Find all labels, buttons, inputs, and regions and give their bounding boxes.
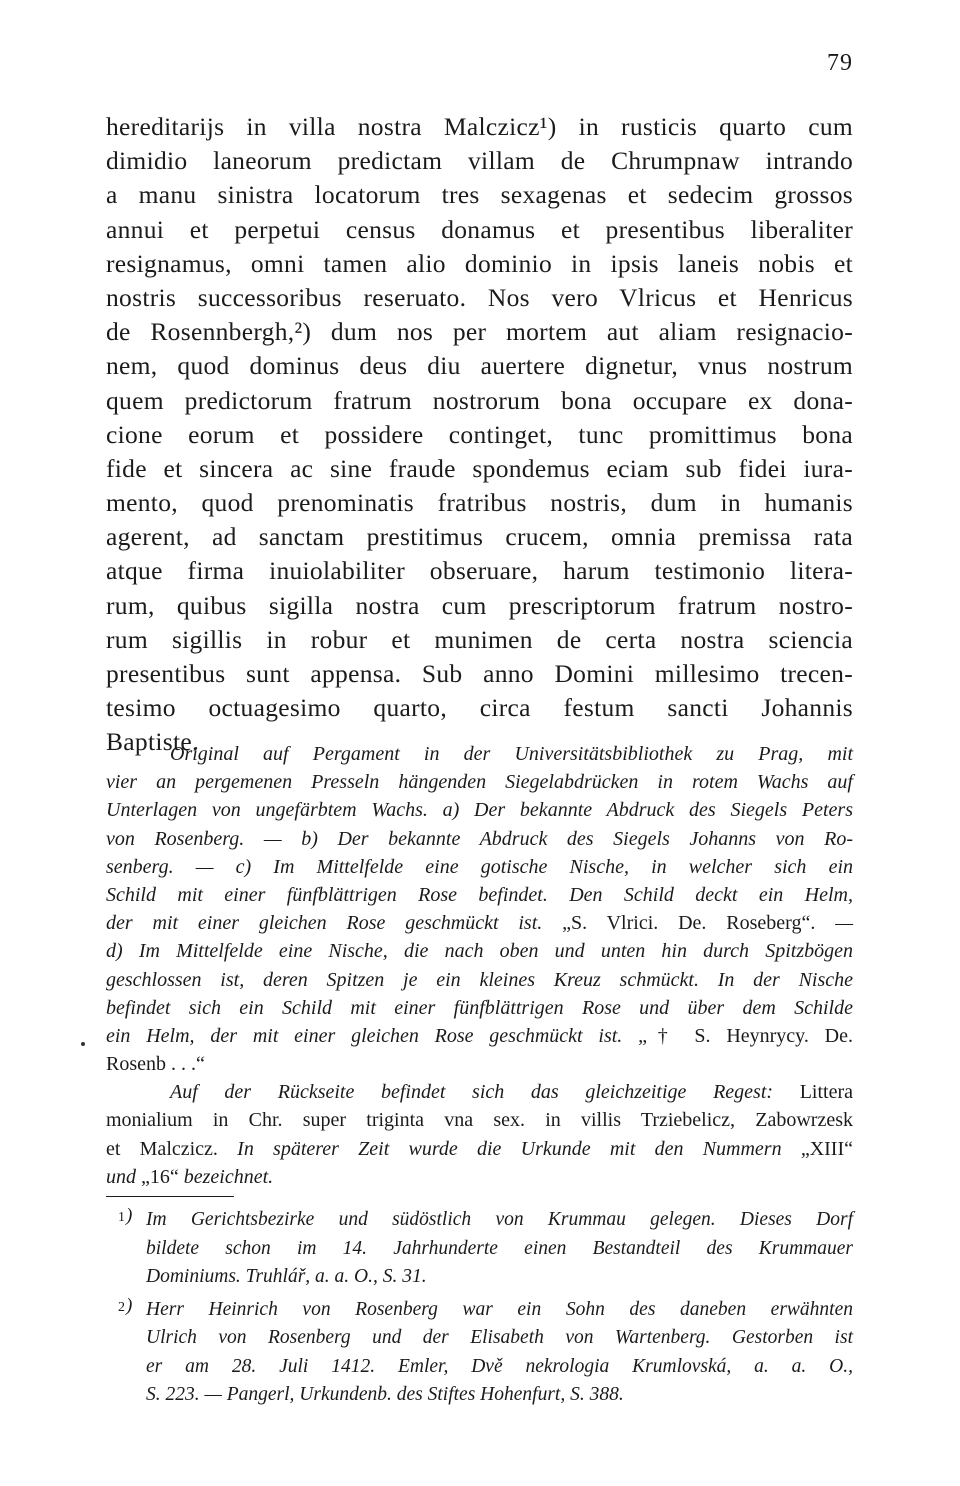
- text-line: rum, quibus sigilla nostra cum prescriptorum fratrum nostro-: [106, 590, 853, 620]
- italic-segment: der mit einer gleichen Rose geschmückt ist.: [106, 912, 563, 935]
- italic-segment: d) Im Mittelfelde eine Nische, die nach oben und unten hin durch Spitzbögen: [106, 940, 853, 963]
- note-line: [106, 1106, 853, 1134]
- note-line: [106, 1135, 853, 1163]
- footnote-line: bildete schon im 14. Jahrhunderte einen Bestandteil des Krummauer: [146, 1237, 853, 1259]
- footnote: [106, 1206, 853, 1292]
- roman-segment: Littera: [799, 1081, 853, 1104]
- footnote-line: S. 223. — Pangerl, Urkundenb. des Stiftes Hohenfurt, S. 388.: [146, 1384, 624, 1405]
- text-line: hereditarijs in villa nostra Malczicz¹) in rusticis quarto cum: [106, 112, 853, 141]
- text-line: mento, quod prenominatis fratribus nostris, dum in humanis: [106, 488, 853, 518]
- margin-mark: [81, 1042, 85, 1046]
- note-line: [106, 740, 853, 768]
- footnote-line: Herr Heinrich von Rosenberg war ein Sohn des daneben erwähnten: [146, 1298, 853, 1320]
- footnote-rule: [106, 1196, 234, 1197]
- italic-segment: geschlossen ist, deren Spitzen je ein kleines Kreuz schmückt. In der Nische: [106, 968, 853, 991]
- roman-segment: et Malczicz.: [106, 1137, 238, 1160]
- note-line: [106, 966, 853, 994]
- text-line: cione eorum et possidere continget, tunc promittimus bona: [106, 419, 853, 449]
- italic-segment: Original auf Pergament in der Universitätsbibliothek zu Prag, mit: [170, 743, 853, 765]
- note-line: [106, 1078, 853, 1106]
- italic-segment: In späterer Zeit wurde die Urkunde mit den Nummern: [237, 1137, 801, 1160]
- text-line: quem predictorum fratrum nostrorum bona occupare ex dona-: [106, 385, 853, 415]
- italic-segment: und: [106, 1165, 141, 1188]
- text-line: nem, quod dominus deus diu auertere dignetur, vnus nostrum: [106, 351, 853, 381]
- text-line: rum sigillis in robur et munimen de certa nostra sciencia: [106, 624, 853, 654]
- footnote-marker: 1 ): [118, 1202, 132, 1233]
- text-line: resignamus, omni tamen alio dominio in ipsis laneis nobis et: [106, 248, 853, 278]
- note-line: [106, 937, 853, 965]
- footnote-line: Ulrich von Rosenberg und der Elisabeth von Wartenberg. Gestorben ist: [146, 1327, 853, 1348]
- note-line: [106, 1050, 853, 1078]
- italic-segment: —: [815, 912, 853, 935]
- footnotes: [106, 1206, 853, 1410]
- text-line: nostris successoribus reseruato. Nos vero Vlricus et Henricus: [106, 282, 853, 312]
- italic-segment: ein Helm, der mit einer gleichen Rose geschmückt ist.: [106, 1024, 639, 1047]
- text-line: Baptiste.: [106, 727, 199, 757]
- text-line: atque firma inuiolabiliter obseruare, harum testimonio litera-: [106, 556, 853, 586]
- italic-segment: Auf der Rückseite befindet sich das gleichzeitige Regest:: [170, 1081, 800, 1104]
- source-description: [106, 740, 853, 1191]
- note-line: [106, 1163, 853, 1191]
- footnote-line: Dominiums. Truhlář, a. a. O., S. 31.: [146, 1266, 427, 1287]
- text-line: annui et perpetui census donamus et presentibus liberaliter: [106, 214, 853, 244]
- note-line: [106, 881, 853, 909]
- roman-segment: „16“: [141, 1165, 179, 1188]
- text-line: a manu sinistra locatorum tres sexagenas et sedecim grossos: [106, 180, 853, 210]
- note-line: [106, 825, 853, 853]
- roman-segment: „XIII“: [800, 1137, 853, 1160]
- page-number: 79: [827, 50, 853, 76]
- text-line: presentibus sunt appensa. Sub anno Domini millesimo trecen-: [106, 659, 853, 688]
- footnote-line: Im Gerichtsbezirke und südöstlich von Krummau gelegen. Dieses Dorf: [146, 1209, 853, 1230]
- italic-segment: Unterlagen von ungefärbtem Wachs. a) Der bekannte Abdruck des Siegels Peters: [106, 799, 853, 822]
- note-line: [106, 768, 853, 796]
- italic-segment: senberg. — c) Im Mittelfelde eine gotische Nische, in welcher sich ein: [106, 855, 853, 878]
- note-line: [106, 994, 853, 1022]
- text-line: dimidio laneorum predictam villam de Chrumpnaw intrando: [106, 146, 853, 176]
- text-line: de Rosennbergh,²) dum nos per mortem aut aliam resignacio-: [106, 317, 853, 347]
- note-line: [106, 853, 853, 881]
- roman-segment: monialium in Chr. super triginta vna sex. in villis Trziebelicz, Zabowrzesk: [106, 1109, 853, 1132]
- roman-segment: Rosenb . . .“: [106, 1053, 205, 1076]
- note-line: [106, 1022, 853, 1050]
- italic-segment: von Rosenberg. — b) Der bekannte Abdruck des Siegels Johanns von Ro-: [106, 827, 853, 850]
- italic-segment: befindet sich ein Schild mit einer fünfblättrigen Rose und über dem Schilde: [106, 996, 853, 1019]
- text-line: fide et sincera ac sine fraude spondemus eciam sub fidei iura-: [106, 453, 853, 483]
- footnote-line: er am 28. Juli 1412. Emler, Dvě nekrologia Krumlovská, a. a. O.,: [146, 1355, 853, 1377]
- italic-segment: bezeichnet.: [178, 1165, 274, 1188]
- charter-text: [106, 110, 853, 760]
- text-line: tesimo octuagesimo quarto, circa festum sancti Johannis: [106, 693, 853, 723]
- text-line: agerent, ad sanctam prestitimus crucem, omnia premissa rata: [106, 522, 853, 552]
- roman-segment: „† S. Heynrycy. De.: [638, 1024, 854, 1047]
- italic-segment: Schild mit einer fünfblättrigen Rose befindet. Den Schild deckt ein Helm,: [106, 883, 853, 906]
- footnote-marker: 2 ): [118, 1292, 132, 1323]
- roman-segment: „S. Vlrici. De. Roseberg“.: [562, 912, 816, 935]
- note-line: [106, 909, 853, 937]
- note-line: [106, 796, 853, 824]
- footnote: [106, 1296, 853, 1410]
- italic-segment: vier an pergemenen Presseln hängenden Siegelabdrücken in rotem Wachs auf: [106, 771, 853, 794]
